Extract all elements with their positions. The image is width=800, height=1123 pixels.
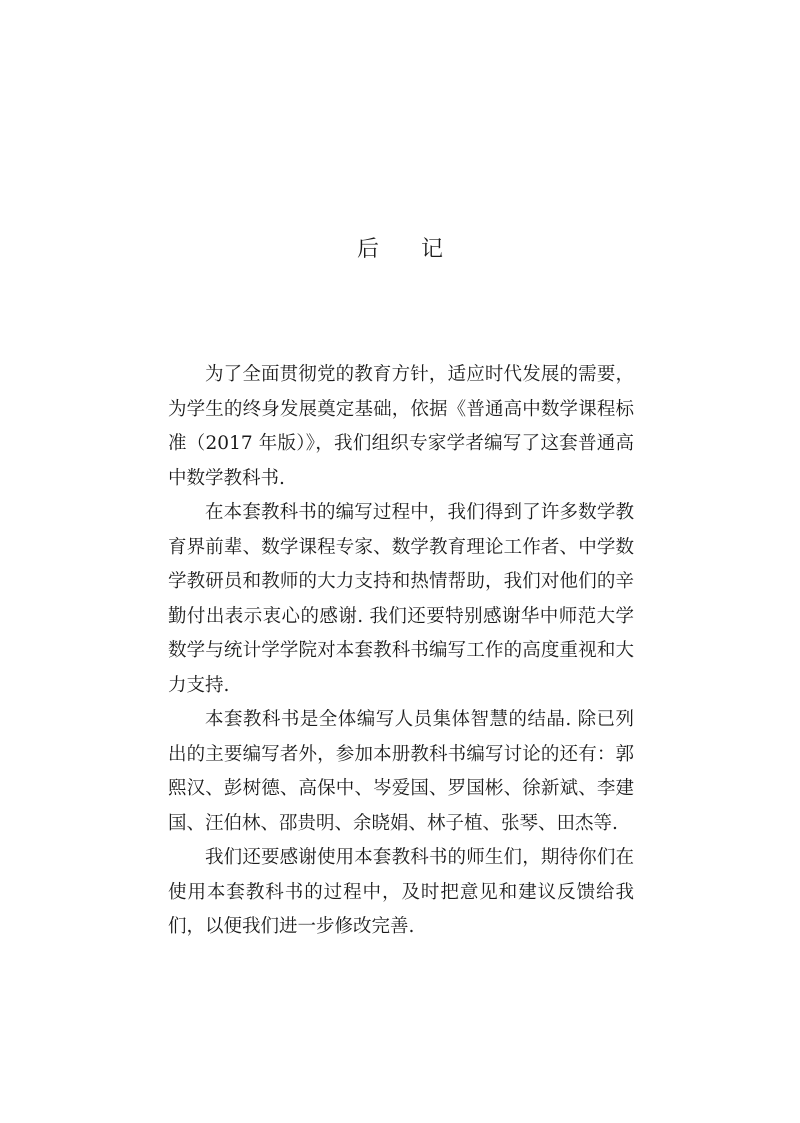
- afterword-body: [168, 358, 634, 945]
- paragraph: 我们还要感谢使用本套教科书的师生们，期待你们在使用本套教科书的过程中，及时把意见和建议反馈给我们，以便我们进一步修改完善.: [168, 847, 634, 937]
- paragraph: 本套教科书是全体编写人员集体智慧的结晶. 除已列出的主要编写者外，参加本册教科书编写讨论的还有：郭熙汉、彭树德、高保中、岑爱国、罗国彬、徐新斌、李建国、汪伯林、邵贵明、余晓娟、林子植、张琴、田杰等.: [168, 709, 634, 834]
- title-char-1: 后: [356, 237, 379, 262]
- page-title: [0, 232, 800, 263]
- title-char-2: 记: [420, 237, 443, 262]
- paragraph: 在本套教科书的编写过程中，我们得到了许多数学教育界前辈、数学课程专家、数学教育理论工作者、中学数学教研员和教师的大力支持和热情帮助，我们对他们的辛勤付出表示衷心的感谢. 我们还要特别感谢华中师范大学数学与统计学学院对本套教科书编写工作的高度重视和大力支持.: [168, 502, 634, 696]
- paragraph: 为了全面贯彻党的教育方针，适应时代发展的需要，为学生的终身发展奠定基础，依据《普通高中数学课程标准（2017 年版）》，我们组织专家学者编写了这套普通高中数学教科书.: [168, 364, 634, 489]
